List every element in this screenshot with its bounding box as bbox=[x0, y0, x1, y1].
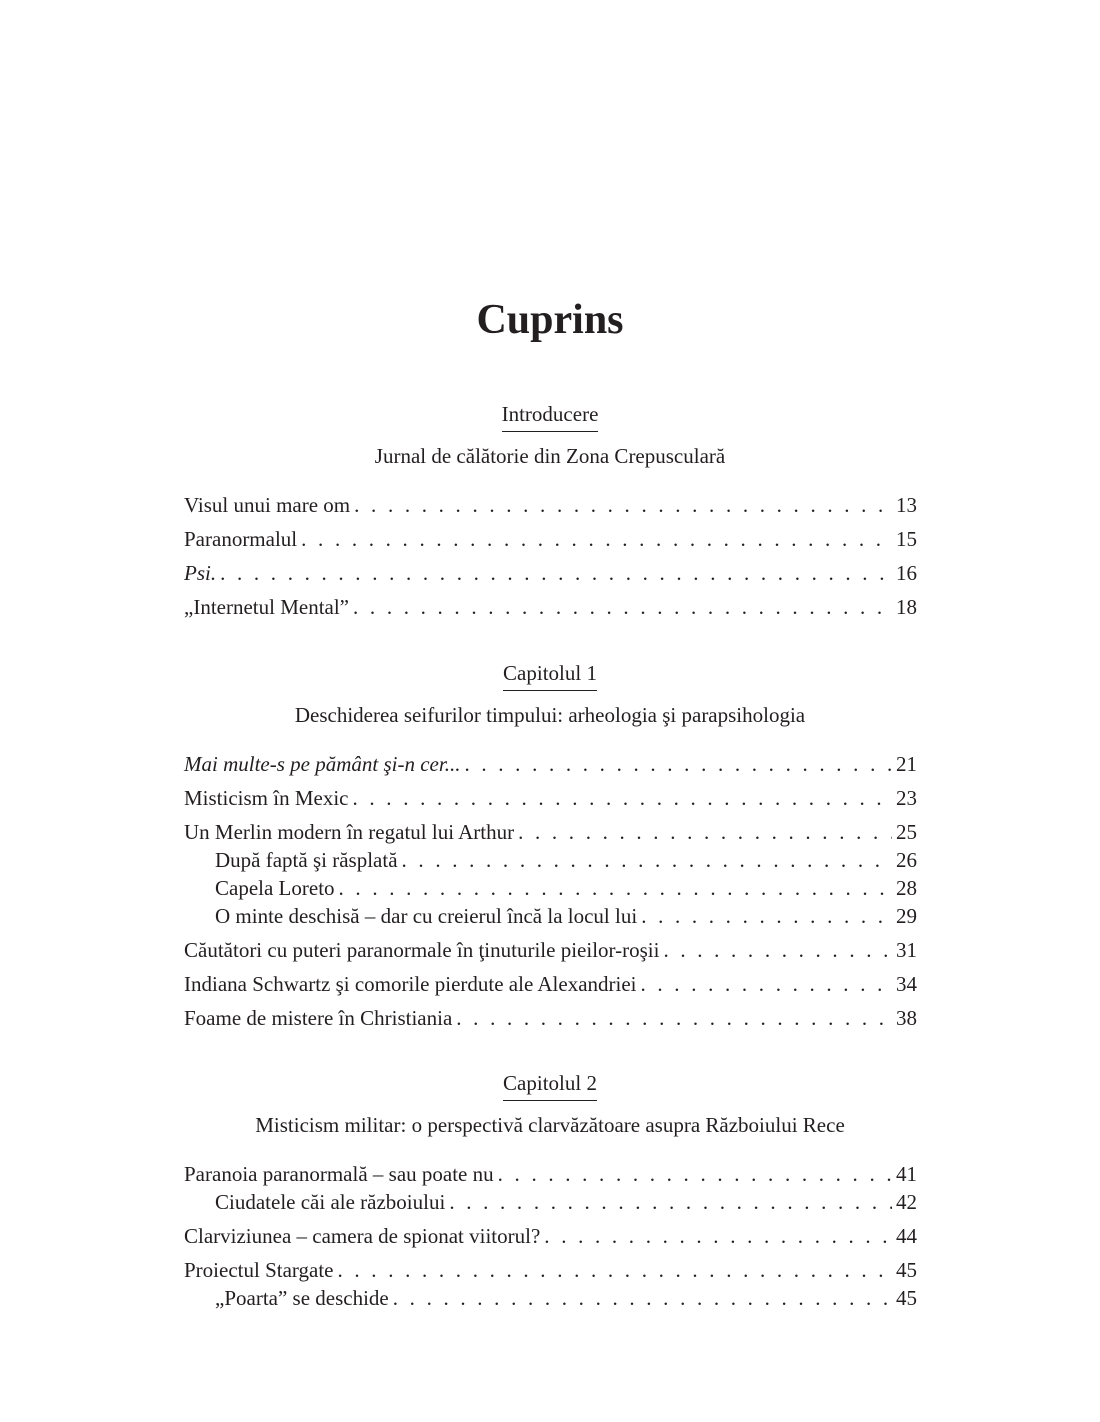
toc-entry-page: 34 bbox=[896, 972, 917, 996]
section-heading: Capitolul 2 bbox=[503, 1068, 597, 1101]
toc-entry-label: După faptă şi răsplată bbox=[215, 848, 398, 872]
toc-entry-label: Paranoia paranormală – sau poate nu bbox=[184, 1162, 494, 1186]
toc-entry-page: 15 bbox=[896, 527, 917, 551]
dot-leader bbox=[339, 874, 892, 902]
toc-entry[interactable] bbox=[184, 593, 917, 621]
toc-entry-page: 26 bbox=[896, 848, 917, 872]
toc-entry-label: Capela Loreto bbox=[215, 876, 335, 900]
toc-entry-page: 28 bbox=[896, 876, 917, 900]
toc-subentry[interactable] bbox=[215, 846, 917, 874]
toc-entry-label: Proiectul Stargate bbox=[184, 1258, 334, 1282]
toc-entry[interactable] bbox=[184, 1222, 917, 1250]
toc-entry-page: 23 bbox=[896, 786, 917, 810]
toc-entry[interactable] bbox=[184, 750, 917, 778]
page-title: Cuprins bbox=[476, 297, 624, 343]
section-subtitle: Jurnal de călătorie din Zona Crepusculară bbox=[374, 444, 726, 468]
section-heading: Introducere bbox=[502, 399, 599, 432]
toc-entry-label: O minte deschisă – dar cu creierul încă la locul lui bbox=[215, 904, 638, 928]
toc-section-introducere bbox=[0, 399, 1100, 621]
toc-entry-page: 29 bbox=[896, 904, 917, 928]
toc-entry-label: Ciudatele căi ale războiului bbox=[215, 1190, 446, 1214]
toc-entry[interactable] bbox=[184, 936, 917, 964]
toc-entry-page: 42 bbox=[896, 1190, 917, 1214]
toc-entry-label: Paranormalul bbox=[184, 527, 298, 551]
toc-entry[interactable] bbox=[184, 1256, 917, 1284]
toc-entry-label: „Internetul Mental” bbox=[184, 595, 350, 619]
dot-leader bbox=[353, 784, 893, 812]
toc-entry[interactable] bbox=[184, 491, 917, 519]
toc-entry-page: 31 bbox=[896, 938, 917, 962]
dot-leader bbox=[641, 902, 892, 930]
dot-leader bbox=[498, 1160, 892, 1188]
toc-subentry[interactable] bbox=[215, 902, 917, 930]
dot-leader bbox=[641, 970, 893, 998]
dot-leader bbox=[301, 525, 892, 553]
toc-entry-page: 13 bbox=[896, 493, 917, 517]
toc-subentry[interactable] bbox=[215, 1284, 917, 1312]
toc-entry-page: 41 bbox=[896, 1162, 917, 1186]
dot-leader bbox=[402, 846, 892, 874]
toc-entry-page: 25 bbox=[896, 820, 917, 844]
toc-entry-page: 21 bbox=[896, 752, 917, 776]
toc-entry-label: Psi. bbox=[184, 561, 217, 585]
dot-leader bbox=[338, 1256, 893, 1284]
toc-entry-page: 44 bbox=[896, 1224, 917, 1248]
toc-entry-label: „Poarta” se deschide bbox=[215, 1286, 389, 1310]
toc-entry[interactable] bbox=[184, 1004, 917, 1032]
toc-entry-label: Visul unui mare om bbox=[184, 493, 351, 517]
dot-leader bbox=[220, 559, 892, 587]
dot-leader bbox=[393, 1284, 892, 1312]
toc-subentry[interactable] bbox=[215, 1188, 917, 1216]
dot-leader bbox=[456, 1004, 892, 1032]
dot-leader bbox=[464, 750, 892, 778]
toc-entry-label: Mai multe-s pe pământ şi-n cer... bbox=[184, 752, 461, 776]
toc-entry-page: 38 bbox=[896, 1006, 917, 1030]
toc-entry-page: 16 bbox=[896, 561, 917, 585]
toc-section-capitolul-1 bbox=[0, 658, 1100, 1032]
dot-leader bbox=[544, 1222, 892, 1250]
toc-entry[interactable] bbox=[184, 1160, 917, 1188]
toc-entry-page: 45 bbox=[896, 1286, 917, 1310]
section-subtitle: Deschiderea seifurilor timpului: arheologia şi parapsihologia bbox=[294, 703, 806, 727]
toc-entry-label: Foame de mistere în Christiania bbox=[184, 1006, 453, 1030]
section-subtitle: Misticism militar: o perspectivă clarvăzătoare asupra Războiului Rece bbox=[255, 1113, 845, 1137]
toc-subentry[interactable] bbox=[215, 874, 917, 902]
toc-entry-page: 18 bbox=[896, 595, 917, 619]
dot-leader bbox=[353, 593, 892, 621]
toc-entry-label: Misticism în Mexic bbox=[184, 786, 349, 810]
toc-entry[interactable] bbox=[184, 970, 917, 998]
toc-entry[interactable] bbox=[184, 818, 917, 846]
toc-entry[interactable] bbox=[184, 784, 917, 812]
section-heading: Capitolul 1 bbox=[503, 658, 597, 691]
dot-leader bbox=[354, 491, 892, 519]
dot-leader bbox=[518, 818, 892, 846]
toc-entry[interactable] bbox=[184, 559, 917, 587]
toc-entry-page: 45 bbox=[896, 1258, 917, 1282]
toc-entry-label: Un Merlin modern în regatul lui Arthur bbox=[184, 820, 515, 844]
dot-leader bbox=[449, 1188, 892, 1216]
toc-entry-label: Căutători cu puteri paranormale în ţinuturile pieilor-roşii bbox=[184, 938, 660, 962]
dot-leader bbox=[663, 936, 892, 964]
toc-section-capitolul-2 bbox=[0, 1068, 1100, 1312]
toc-entry[interactable] bbox=[184, 525, 917, 553]
toc-entry-label: Indiana Schwartz şi comorile pierdute ale Alexandriei bbox=[184, 972, 637, 996]
toc-entry-label: Clarviziunea – camera de spionat viitorul? bbox=[184, 1224, 541, 1248]
